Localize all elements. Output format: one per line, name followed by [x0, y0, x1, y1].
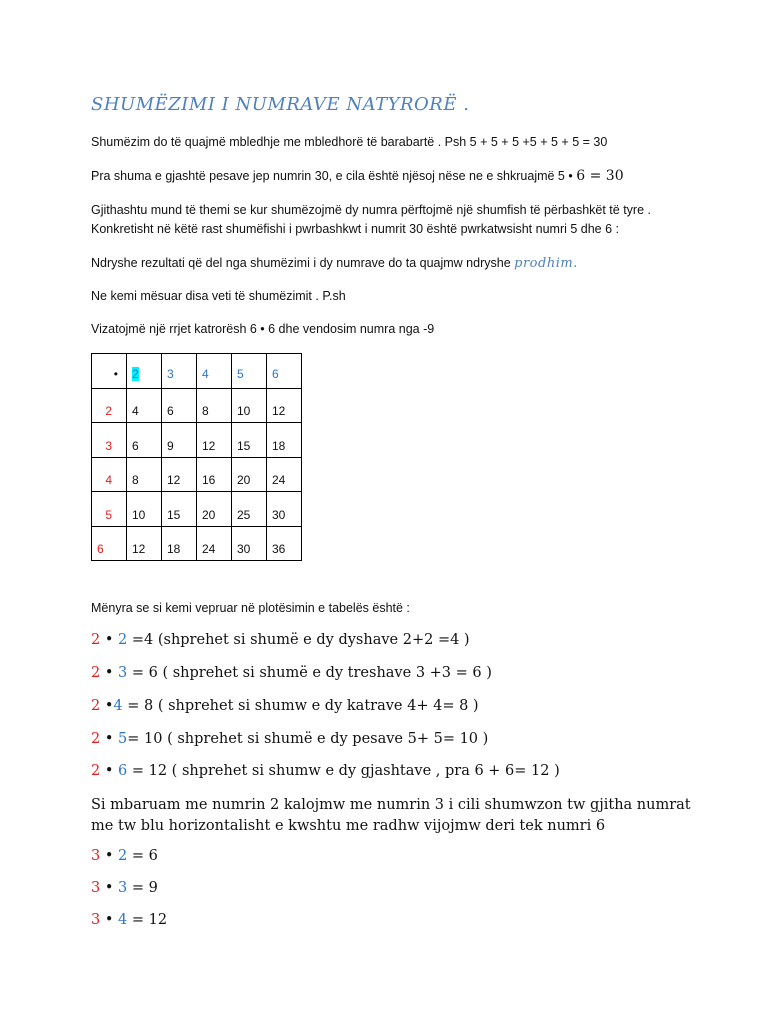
table-row	[92, 423, 302, 458]
paragraph-definition: Shumëzim do të quajmë mbledhje me mbledhorë të barabartë . Psh 5 + 5 + 5 +5 + 5 + 5 = 30	[91, 135, 608, 149]
equation-result: = 10 ( shprehet si shumë e dy pesave 5+ 5= 10 )	[127, 731, 489, 747]
table-cell: 18	[162, 526, 197, 561]
equation-line	[91, 698, 479, 714]
table-row	[92, 492, 302, 527]
equation-factor-b: 6	[118, 763, 128, 779]
equation-operator: •	[100, 763, 119, 779]
equation-result: = 12 ( shprehet si shumw e dy gjashtave , pra 6 + 6= 12 )	[127, 763, 560, 779]
paragraph-continue-line1: Si mbaruam me numrin 2 kalojmw me numrin 3 i cili shumwzon tw gjitha numrat	[91, 797, 691, 813]
equation-result: = 6 ( shprehet si shumë e dy treshave 3 +3 = 6 )	[127, 665, 492, 681]
paragraph-method-intro: Mënyra se si kemi vepruar në plotësimin e tabelës është :	[91, 601, 410, 615]
paragraph-continue-line2: me tw blu horizontalisht e kwshtu me radhw vijojmw deri tek numri 6	[91, 818, 606, 834]
equation-factor-a: 2	[91, 632, 101, 648]
col-header-cell: 3	[162, 354, 197, 389]
paragraph-continue	[91, 795, 691, 837]
row-header-cell: 5	[92, 492, 127, 527]
equation-line	[91, 880, 158, 896]
equation-factor-b: 4	[118, 912, 128, 928]
equation-result: = 8 ( shprehet si shumw e dy katrave 4+ 4= 8 )	[122, 698, 479, 714]
equation-factor-a: 2	[91, 763, 101, 779]
equation-operator: •	[100, 848, 119, 864]
table-cell: 6	[162, 388, 197, 423]
paragraph-multiple-line2: Konkretisht në këtë rast shumëfishi i pwrbashkwt i numrit 30 është pwrkatwsisht numri 5 dhe 6 :	[91, 222, 620, 236]
row-header-cell: 6	[92, 526, 127, 561]
document-title: SHUMËZIMI I NUMRAVE NATYRORË .	[91, 94, 470, 115]
table-cell: 30	[232, 526, 267, 561]
table-cell: 15	[162, 492, 197, 527]
table-corner-cell: •	[92, 354, 127, 389]
paragraph-sum-example	[91, 168, 624, 184]
col-header-cell: 4	[197, 354, 232, 389]
table-row	[92, 526, 302, 561]
equation-factor-b: 3	[118, 880, 128, 896]
table-row	[92, 388, 302, 423]
col-header-cell	[127, 354, 162, 389]
equation-result: = 12	[127, 912, 168, 928]
equation-factor-a: 2	[91, 731, 101, 747]
table-cell: 8	[197, 388, 232, 423]
table-cell: 20	[232, 457, 267, 492]
col-header-highlighted: 2	[132, 366, 139, 381]
table-cell: 12	[197, 423, 232, 458]
row-header-cell: 3	[92, 423, 127, 458]
multiplication-table	[91, 353, 302, 561]
term-prodhim: prodhim.	[514, 256, 578, 271]
paragraph-product	[91, 256, 578, 271]
equation-line	[91, 763, 560, 779]
equation-line	[91, 912, 167, 928]
table-cell: 24	[267, 457, 302, 492]
table-cell: 12	[127, 526, 162, 561]
table-cell: 12	[267, 388, 302, 423]
equation-line	[91, 665, 492, 681]
paragraph-sum-math: 6 = 30	[576, 168, 624, 184]
equation-factor-b: 5	[118, 731, 128, 747]
equation-factor-a: 2	[91, 665, 101, 681]
equation-factor-a: 3	[91, 912, 101, 928]
equation-factor-a: 3	[91, 848, 101, 864]
col-header-cell: 6	[267, 354, 302, 389]
table-cell: 20	[197, 492, 232, 527]
table-header-row	[92, 354, 302, 389]
row-header-cell: 2	[92, 388, 127, 423]
table-cell: 18	[267, 423, 302, 458]
equation-operator: •	[100, 731, 119, 747]
table-cell: 6	[127, 423, 162, 458]
table-cell: 4	[127, 388, 162, 423]
equation-operator: •	[100, 698, 114, 714]
equation-operator: •	[100, 632, 119, 648]
paragraph-sum-text: Pra shuma e gjashtë pesave jep numrin 30, e cila është njësoj nëse ne e shkruajmë 5	[91, 169, 565, 183]
paragraph-product-text: Ndryshe rezultati që del nga shumëzimi i dy numrave do ta quajmw ndryshe	[91, 256, 511, 270]
equation-line	[91, 632, 470, 648]
col-header-cell: 5	[232, 354, 267, 389]
equation-factor-b: 3	[118, 665, 128, 681]
table-cell: 25	[232, 492, 267, 527]
equation-factor-b: 4	[113, 698, 123, 714]
table-cell: 36	[267, 526, 302, 561]
paragraph-multiple-line1: Gjithashtu mund të themi se kur shumëzojmë dy numra përftojmë një shumfish të përbashkët të tyre .	[91, 203, 651, 217]
equation-operator: •	[100, 912, 119, 928]
row-header-cell: 4	[92, 457, 127, 492]
equation-operator: •	[100, 665, 119, 681]
bullet-operator: •	[568, 169, 573, 183]
table-cell: 9	[162, 423, 197, 458]
table-cell: 24	[197, 526, 232, 561]
paragraph-properties: Ne kemi mësuar disa veti të shumëzimit . P.sh	[91, 289, 346, 303]
table-cell: 15	[232, 423, 267, 458]
equation-result: =4 (shprehet si shumë e dy dyshave 2+2 =4 )	[127, 632, 470, 648]
table-cell: 10	[127, 492, 162, 527]
equation-line	[91, 731, 488, 747]
table-cell: 10	[232, 388, 267, 423]
table-cell: 16	[197, 457, 232, 492]
equation-result: = 9	[127, 880, 158, 896]
equation-line	[91, 848, 158, 864]
table-cell: 8	[127, 457, 162, 492]
table-row	[92, 457, 302, 492]
table-cell: 12	[162, 457, 197, 492]
equation-factor-b: 2	[118, 848, 128, 864]
table-cell: 30	[267, 492, 302, 527]
equation-factor-a: 3	[91, 880, 101, 896]
equation-result: = 6	[127, 848, 158, 864]
equation-operator: •	[100, 880, 119, 896]
paragraph-grid-intro: Vizatojmë një rrjet katrorësh 6 • 6 dhe vendosim numra nga -9	[91, 322, 435, 336]
equation-factor-a: 2	[91, 698, 101, 714]
equation-factor-b: 2	[118, 632, 128, 648]
